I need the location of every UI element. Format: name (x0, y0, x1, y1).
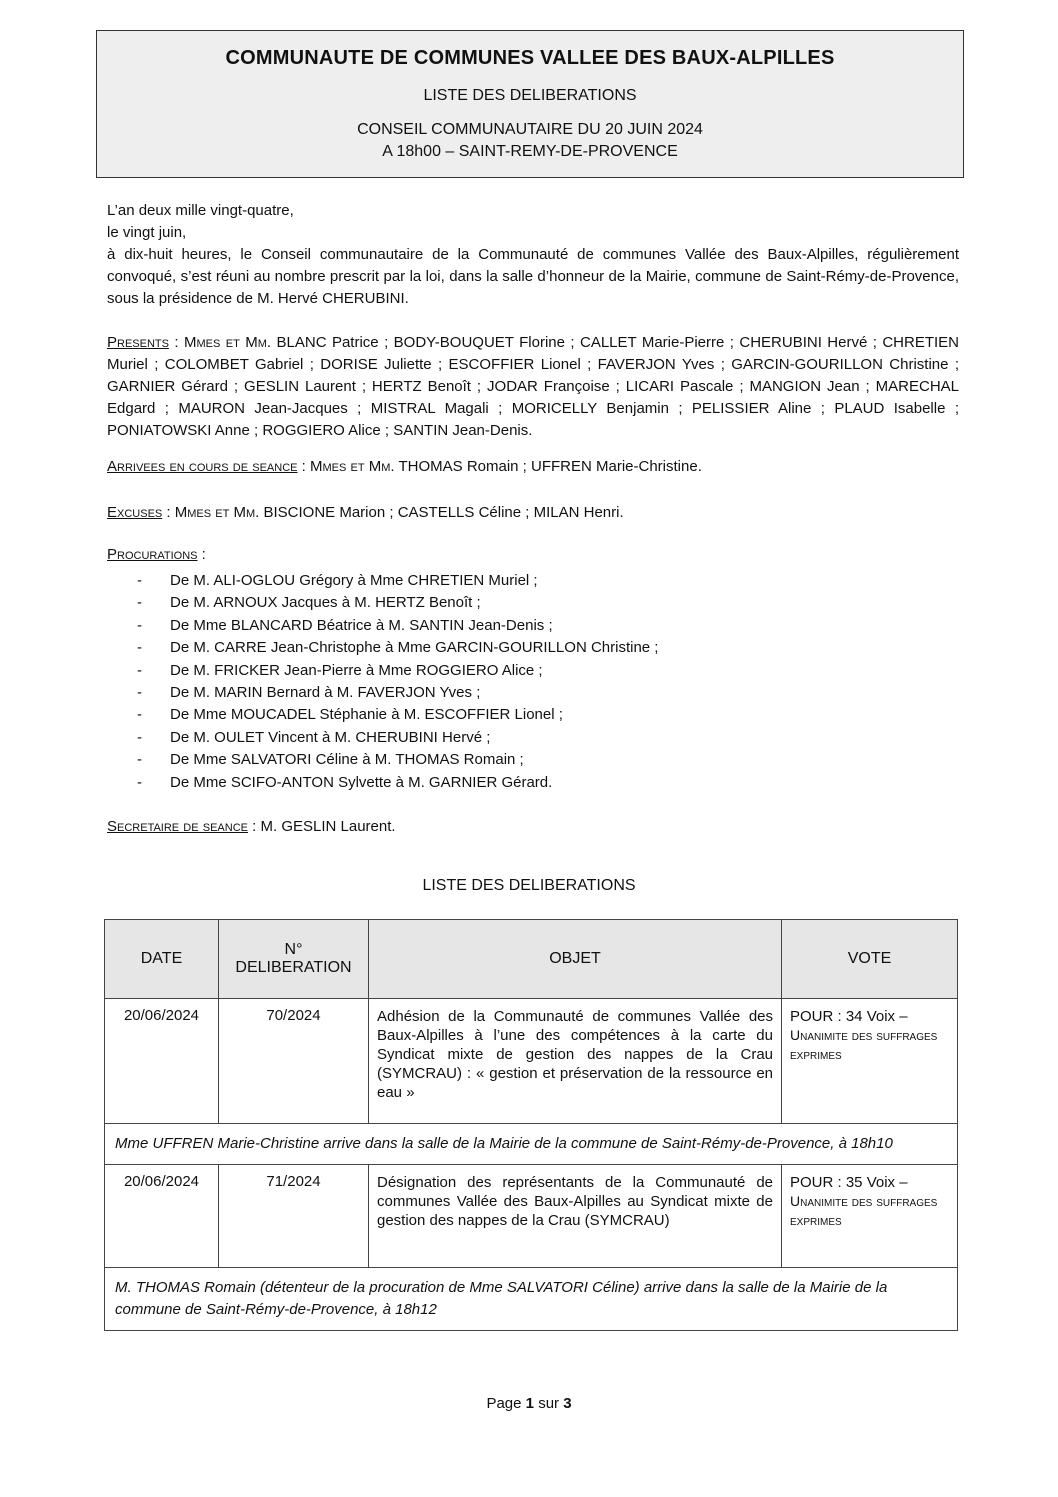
intro-day: le vingt juin, (107, 224, 187, 241)
row-date: 20/06/2024 (105, 999, 219, 1124)
document-subtitle: LISTE DES DELIBERATIONS (423, 87, 637, 104)
secretaire-section: Secretaire de seance : M. GESLIN Laurent. (107, 818, 396, 835)
row-num: 71/2024 (219, 1165, 369, 1268)
row-objet: Adhésion de la Communauté de communes Vallée des Baux-Alpilles à l’une des compétences à la carte du Syndicat mixte de gestion des nappes de la Crau (SYMCRAU) : « gestion et préservation de la ressource en eau » (369, 999, 782, 1124)
table-row (105, 999, 958, 1124)
list-item: - De Mme SCIFO-ANTON Sylvette à M. GARNIER Gérard. (137, 772, 658, 794)
arrival-note: M. THOMAS Romain (détenteur de la procuration de Mme SALVATORI Céline) arrive dans la salle de la Mairie de la commune de Saint-Rémy-de-Provence, à 18h12 (105, 1268, 958, 1331)
list-item: - De M. FRICKER Jean-Pierre à Mme ROGGIERO Alice ; (137, 660, 658, 682)
table-header-row (105, 920, 958, 999)
intro-block (107, 200, 959, 310)
arrivees-names: THOMAS Romain ; UFFREN Marie-Christine. (398, 458, 702, 475)
presents-prefix: Mmes et Mm. (184, 334, 272, 351)
deliberations-table (104, 919, 958, 1331)
header-vote: VOTE (782, 920, 958, 999)
excuses-names: BISCIONE Marion ; CASTELLS Céline ; MILAN Henri. (263, 504, 624, 521)
header-num (219, 920, 369, 999)
document-header (96, 30, 964, 178)
arrivees-label: Arrivees en cours de seance (107, 458, 298, 475)
vote-detail: Unanimite des suffrages exprimes (790, 1027, 938, 1062)
footer-page-word: Page (486, 1395, 522, 1412)
intro-paragraph: à dix-huit heures, le Conseil communautaire de la Communauté de communes Vallée des Baux-Alpilles, régulièrement convoqué, s’est réuni au nombre prescrit par la loi, dans la salle d’honneur de la Mairie, commune de Saint-Rémy-de-Provence, sous la présidence de M. Hervé CHERUBINI. (107, 246, 959, 307)
vote-result: POUR : 34 Voix – (790, 1008, 908, 1025)
footer-sur-word: sur (538, 1395, 560, 1412)
secretaire-name: M. GESLIN Laurent. (260, 818, 396, 835)
presents-label: Presents (107, 334, 169, 351)
row-num: 70/2024 (219, 999, 369, 1124)
presents-names: BLANC Patrice ; BODY-BOUQUET Florine ; CALLET Marie-Pierre ; CHERUBINI Hervé ; CHRETIEN Muriel ; COLOMBET Gabriel ; DORISE Juliette ; ESCOFFIER Lionel ; FAVERJON Yves ; GARCIN-GOURILLON Christine ; GARNIER Gérard ; GESLIN Laurent ; HERTZ Benoît ; JODAR Françoise ; LICARI Pascale ; MANGION Jean ; MARECHAL Edgard ; MAURON Jean-Jacques ; MISTRAL Magali ; MORICELLY Benjamin ; PELISSIER Aline ; PLAUD Isabelle ; PONIATOWSKI Anne ; ROGGIERO Alice ; SANTIN Jean-Denis. (107, 334, 959, 439)
list-item: - De M. MARIN Bernard à M. FAVERJON Yves ; (137, 682, 658, 704)
list-item: - De Mme BLANCARD Béatrice à M. SANTIN Jean-Denis ; (137, 615, 658, 637)
list-item: - De Mme SALVATORI Céline à M. THOMAS Romain ; (137, 749, 658, 771)
procurations-list (137, 570, 658, 794)
vote-detail: Unanimite des suffrages exprimes (790, 1193, 938, 1228)
list-item: - De M. ARNOUX Jacques à M. HERTZ Benoît ; (137, 592, 658, 614)
row-vote (782, 1165, 958, 1268)
council-date: CONSEIL COMMUNAUTAIRE DU 20 JUIN 2024 (357, 121, 703, 138)
organization-title: COMMUNAUTE DE COMMUNES VALLEE DES BAUX-ALPILLES (225, 47, 835, 69)
page-footer (0, 1395, 1058, 1412)
excuses-prefix: Mmes et Mm. (174, 504, 260, 521)
procurations-label: Procurations (107, 546, 198, 563)
table-row (105, 1165, 958, 1268)
vote-result: POUR : 35 Voix – (790, 1174, 908, 1191)
intro-year: L’an deux mille vingt-quatre, (107, 202, 294, 219)
secretaire-label: Secretaire de seance (107, 818, 248, 835)
procurations-heading: Procurations : (107, 546, 206, 563)
header-objet: OBJET (369, 920, 782, 999)
header-date: DATE (105, 920, 219, 999)
footer-page-number: 1 (525, 1395, 535, 1412)
arrival-note: Mme UFFREN Marie-Christine arrive dans la salle de la Mairie de la commune de Saint-Rémy-de-Provence, à 18h10 (105, 1124, 958, 1165)
list-item: - De M. ALI-OGLOU Grégory à Mme CHRETIEN Muriel ; (137, 570, 658, 592)
list-item: - De M. OULET Vincent à M. CHERUBINI Hervé ; (137, 727, 658, 749)
list-item: - De Mme MOUCADEL Stéphanie à M. ESCOFFIER Lionel ; (137, 704, 658, 726)
arrivees-prefix: Mmes et Mm. (310, 458, 395, 475)
council-time-place: A 18h00 – SAINT-REMY-DE-PROVENCE (382, 143, 678, 160)
table-row-note (105, 1268, 958, 1331)
deliberations-list-title: LISTE DES DELIBERATIONS (422, 877, 636, 894)
table-row-note (105, 1124, 958, 1165)
row-date: 20/06/2024 (105, 1165, 219, 1268)
row-vote (782, 999, 958, 1124)
header-num-label: DELIBERATION (235, 959, 352, 976)
list-item: - De M. CARRE Jean-Christophe à Mme GARCIN-GOURILLON Christine ; (137, 637, 658, 659)
presents-section: Presents : Mmes et Mm. BLANC Patrice ; BODY-BOUQUET Florine ; CALLET Marie-Pierre ; CHERUBINI Hervé ; CHRETIEN Muriel ; COLOMBET Gabriel ; DORISE Juliette ; ESCOFFIER Lionel ; FAVERJON Yves ; GARCIN-GOURILLON Christine ; GARNIER Gérard ; GESLIN Laurent ; HERTZ Benoît ; JODAR Françoise ; LICARI Pascale ; MANGION Jean ; MARECHAL Edgard ; MAURON Jean-Jacques ; MISTRAL Magali ; MORICELLY Benjamin ; PELISSIER Aline ; PLAUD Isabelle ; PONIATOWSKI Anne ; ROGGIERO Alice ; SANTIN Jean-Denis. (107, 334, 959, 439)
excuses-label: Excuses (107, 504, 163, 521)
footer-page-total: 3 (563, 1395, 572, 1412)
council-info (97, 119, 963, 163)
excuses-section: Excuses : Mmes et Mm. BISCIONE Marion ; CASTELLS Céline ; MILAN Henri. (107, 504, 624, 521)
row-objet: Désignation des représentants de la Communauté de communes Vallée des Baux-Alpilles au Syndicat mixte de gestion des nappes de la Crau (SYMCRAU) (369, 1165, 782, 1268)
arrivees-section: Arrivees en cours de seance : Mmes et Mm. THOMAS Romain ; UFFREN Marie-Christine. (107, 458, 702, 475)
header-num-symbol: N° (284, 941, 303, 958)
